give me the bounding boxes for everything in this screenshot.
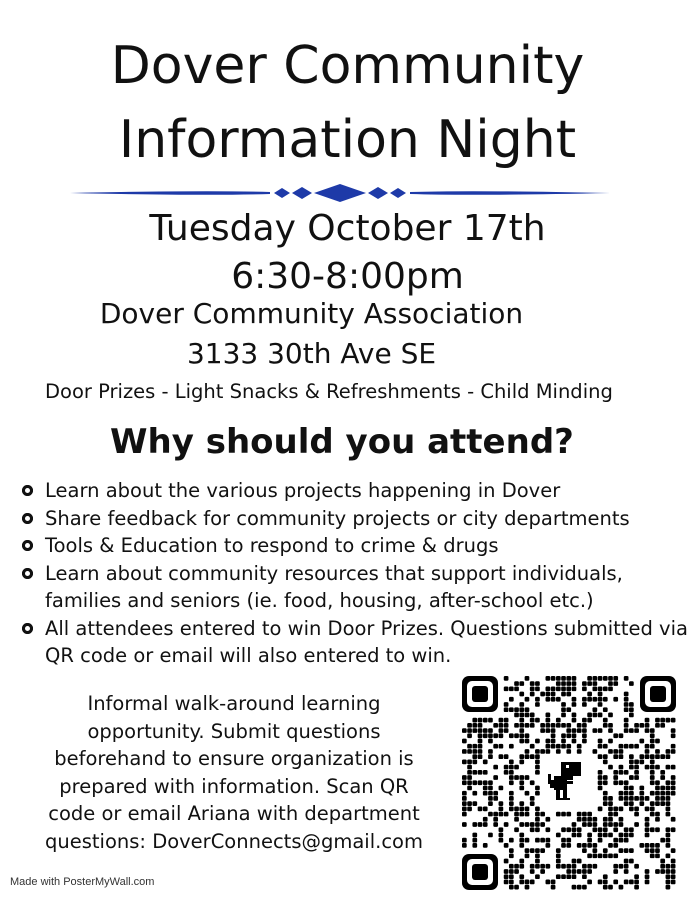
bullet-icon <box>22 623 33 634</box>
qr-code[interactable] <box>462 676 676 890</box>
title-line-1: Dover Community <box>110 36 585 96</box>
list-item-text: Tools & Education to respond to crime & drugs <box>45 534 499 557</box>
list-item <box>18 505 690 533</box>
list-item <box>18 532 690 560</box>
list-item <box>18 615 690 670</box>
list-item-text: All attendees entered to win Door Prizes. Questions submitted via QR code or email will also entered to win. <box>45 616 688 667</box>
list-item-text: Share feedback for community projects or city departments <box>45 506 630 530</box>
bullet-icon <box>22 485 33 496</box>
info-paragraph <box>20 690 448 856</box>
event-time: 6:30-8:00pm <box>231 256 464 297</box>
bullet-icon <box>22 513 33 524</box>
info-line: code or email Ariana with department <box>48 802 420 826</box>
list-item-text: Learn about the various projects happening in Dover <box>45 479 561 502</box>
event-address: 3133 30th Ave SE <box>186 337 437 370</box>
title-line-2: Information Night <box>118 110 577 170</box>
reasons-list <box>18 477 690 670</box>
info-line: beforehand to ensure organization is <box>54 747 414 771</box>
event-date: Tuesday October 17th <box>149 208 546 249</box>
list-item <box>18 560 690 615</box>
bullet-icon <box>22 540 33 551</box>
event-venue: Dover Community Association <box>99 297 524 330</box>
perks-line: Door Prizes - Light Snacks & Refreshments - Child Minding <box>45 380 613 403</box>
decorative-divider <box>70 181 610 205</box>
list-item-text: Learn about community resources that support individuals, families and seniors (ie. food, housing, after-school etc.) <box>45 561 623 612</box>
watermark: Made with PosterMyWall.com <box>10 876 155 888</box>
list-item <box>18 477 690 505</box>
bullet-icon <box>22 568 33 579</box>
info-line: opportunity. Submit questions <box>87 719 381 743</box>
info-line: prepared with information. Scan QR <box>59 774 409 798</box>
why-attend-heading: Why should you attend? <box>110 422 574 462</box>
info-line: Informal walk-around learning <box>87 692 381 715</box>
info-line: questions: DoverConnects@gmail.com <box>45 829 423 853</box>
